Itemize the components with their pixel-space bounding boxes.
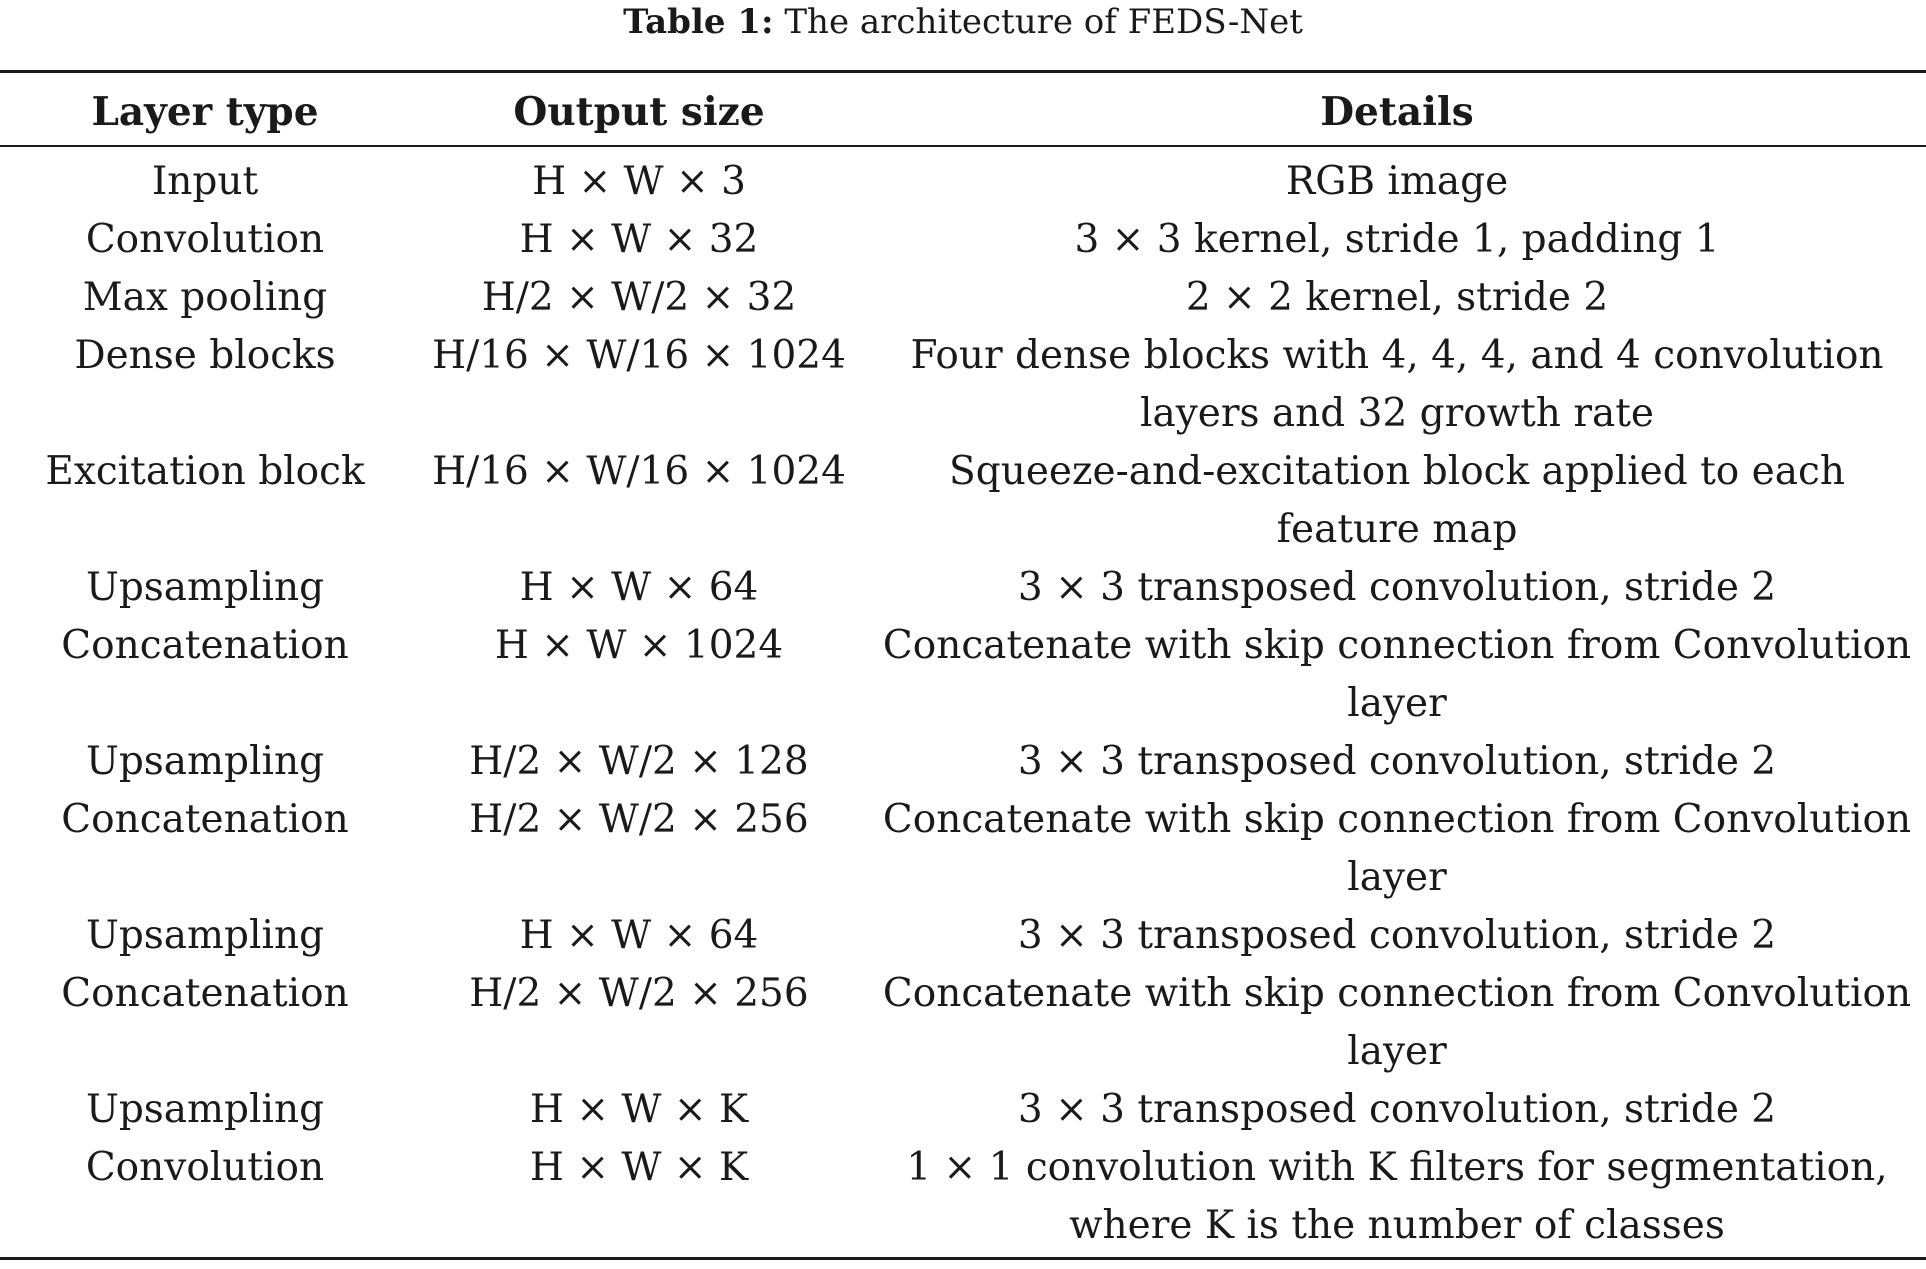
cell-details: 3 × 3 transposed convolution, stride 2 bbox=[1017, 913, 1777, 958]
table-row bbox=[0, 443, 1926, 559]
header-output-size: Output size bbox=[513, 89, 765, 135]
table-caption-text: The architecture of FEDS-Net bbox=[784, 2, 1303, 42]
table-row bbox=[0, 965, 1926, 1081]
cell-output-size: H/16 × W/16 × 1024 bbox=[432, 449, 846, 494]
cell-details: Squeeze-and-excitation block applied to each feature map bbox=[949, 449, 1845, 552]
cell-details: 3 × 3 transposed convolution, stride 2 bbox=[1017, 739, 1777, 784]
cell-layer-type: Upsampling bbox=[85, 1087, 325, 1132]
table-row bbox=[0, 733, 1926, 791]
table-caption bbox=[0, 0, 1926, 42]
table-row bbox=[0, 559, 1926, 617]
cell-details: Concatenate with skip connection from Convolution layer bbox=[882, 971, 1912, 1074]
cell-layer-type: Upsampling bbox=[85, 565, 325, 610]
table-header bbox=[0, 72, 1926, 147]
cell-layer-type: Concatenation bbox=[61, 971, 349, 1016]
table-row bbox=[0, 146, 1926, 211]
cell-details: 3 × 3 transposed convolution, stride 2 bbox=[1017, 565, 1777, 610]
cell-details: 1 × 1 convolution with K filters for segmentation, where K is the number of classes bbox=[906, 1145, 1888, 1248]
table-body bbox=[0, 146, 1926, 1259]
cell-layer-type: Upsampling bbox=[85, 913, 325, 958]
cell-layer-type: Concatenation bbox=[61, 797, 349, 842]
cell-layer-type: Max pooling bbox=[82, 275, 328, 320]
cell-details: 3 × 3 transposed convolution, stride 2 bbox=[1017, 1087, 1777, 1132]
table-header-row bbox=[0, 72, 1926, 147]
table-row bbox=[0, 791, 1926, 907]
cell-output-size: H/2 × W/2 × 128 bbox=[469, 739, 809, 784]
cell-layer-type: Excitation block bbox=[45, 449, 365, 494]
architecture-table bbox=[0, 70, 1926, 1260]
header-layer-type: Layer type bbox=[91, 89, 319, 135]
table-row bbox=[0, 327, 1926, 443]
cell-layer-type: Convolution bbox=[85, 217, 325, 262]
cell-details: Concatenate with skip connection from Convolution layer bbox=[882, 623, 1912, 726]
table-caption-label: Table 1: bbox=[623, 2, 774, 42]
table-row bbox=[0, 1139, 1926, 1259]
cell-output-size: H × W × 3 bbox=[532, 159, 746, 204]
cell-layer-type: Convolution bbox=[85, 1145, 325, 1190]
cell-output-size: H/2 × W/2 × 256 bbox=[469, 797, 809, 842]
cell-output-size: H × W × 1024 bbox=[494, 623, 784, 668]
cell-output-size: H × W × K bbox=[529, 1087, 749, 1132]
cell-layer-type: Concatenation bbox=[61, 623, 349, 668]
cell-output-size: H × W × 64 bbox=[519, 913, 759, 958]
table-row bbox=[0, 907, 1926, 965]
table-row bbox=[0, 617, 1926, 733]
cell-output-size: H × W × K bbox=[529, 1145, 749, 1190]
cell-details: RGB image bbox=[1285, 159, 1509, 204]
table-row bbox=[0, 211, 1926, 269]
cell-output-size: H/16 × W/16 × 1024 bbox=[432, 333, 846, 378]
header-details: Details bbox=[1320, 89, 1474, 135]
cell-output-size: H × W × 64 bbox=[519, 565, 759, 610]
cell-details: Four dense blocks with 4, 4, 4, and 4 convolution layers and 32 growth rate bbox=[910, 333, 1884, 436]
cell-details: Concatenate with skip connection from Convolution layer bbox=[882, 797, 1912, 900]
table-row bbox=[0, 269, 1926, 327]
cell-details: 2 × 2 kernel, stride 2 bbox=[1185, 275, 1609, 320]
cell-layer-type: Dense blocks bbox=[74, 333, 336, 378]
cell-layer-type: Upsampling bbox=[85, 739, 325, 784]
table-row bbox=[0, 1081, 1926, 1139]
cell-output-size: H/2 × W/2 × 32 bbox=[481, 275, 797, 320]
cell-layer-type: Input bbox=[151, 159, 259, 204]
cell-output-size: H/2 × W/2 × 256 bbox=[469, 971, 809, 1016]
cell-output-size: H × W × 32 bbox=[519, 217, 759, 262]
cell-details: 3 × 3 kernel, stride 1, padding 1 bbox=[1074, 217, 1720, 262]
